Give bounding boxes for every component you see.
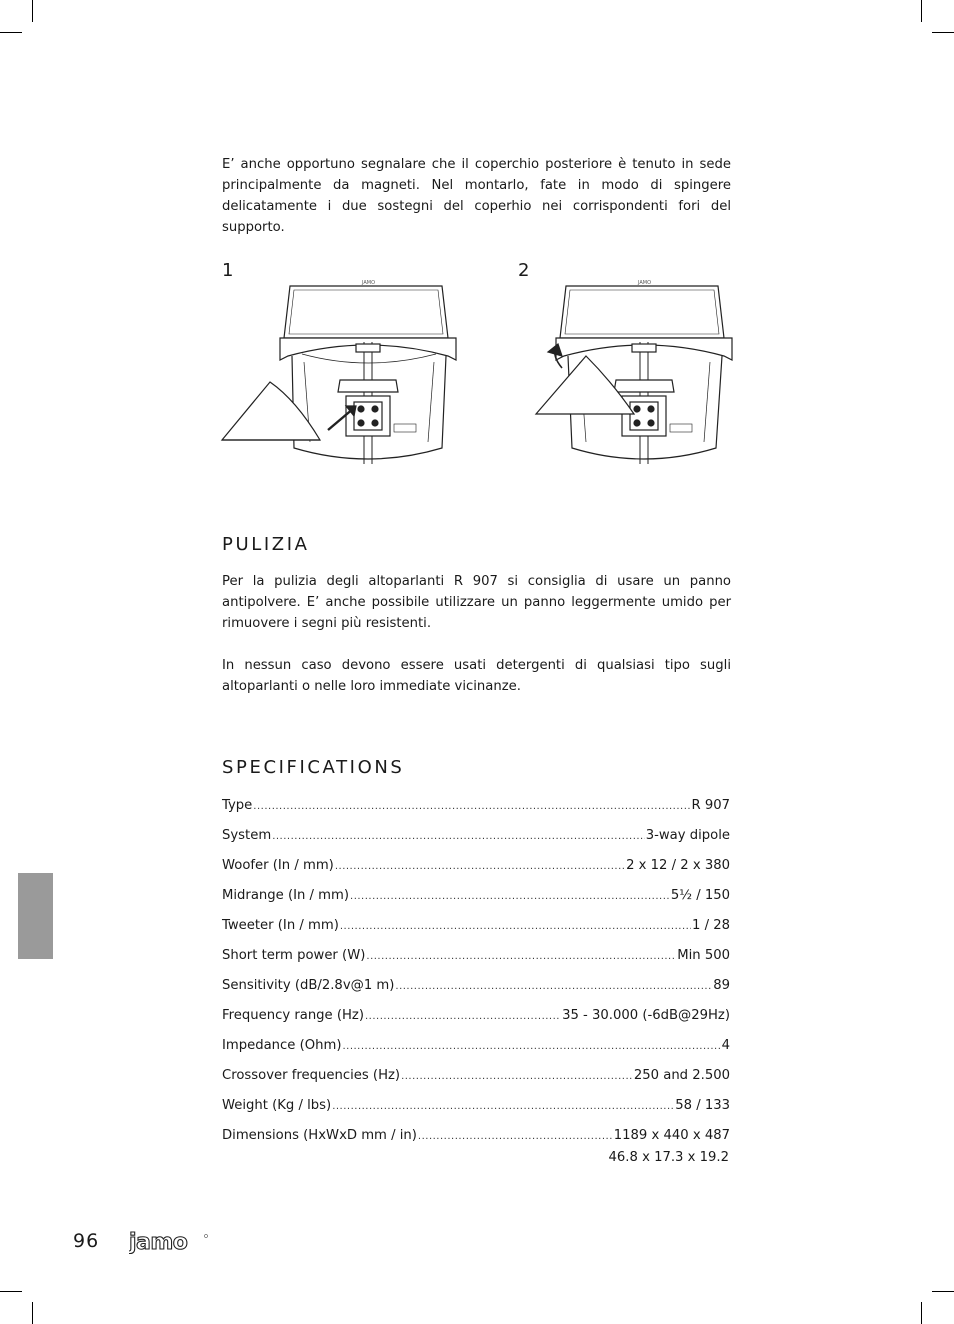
intro-paragraph: E’ anche opportuno segnalare che il coperchio posteriore è tenuto in sede principalmente da magneti. Nel montarlo, fate in modo di spingere delicatamente i due sostegni del coperhio nei corrispondenti fori del supporto.: [222, 157, 731, 235]
spec-row-midrange: [222, 888, 730, 908]
spec-row-system: [222, 828, 730, 848]
spec-value: 1189 x 440 x 487: [613, 1128, 730, 1143]
spec-row-tweeter: [222, 918, 730, 938]
spec-leader: [350, 891, 670, 902]
figure-2-number: 2: [518, 260, 530, 281]
crop-mark: [32, 1302, 33, 1324]
spec-value: 4: [721, 1038, 730, 1053]
spec-value: 35 - 30.000 (-6dB@29Hz): [562, 1008, 730, 1023]
spec-label: Sensitivity (dB/2.8v@1 m): [222, 978, 395, 993]
chapter-tab: [18, 873, 53, 959]
spec-row-power: [222, 948, 730, 968]
specifications-heading: SPECIFICATIONS: [222, 757, 405, 778]
figure-2-logo: JAMO: [638, 280, 652, 286]
crop-mark: [932, 32, 954, 33]
spec-label: Type: [222, 798, 253, 813]
spec-leader: [395, 981, 712, 992]
spec-row-type: [222, 798, 730, 818]
pulizia-heading: PULIZIA: [222, 534, 310, 555]
spec-label: System: [222, 828, 272, 843]
spec-label: Dimensions (HxWxD mm / in): [222, 1128, 417, 1143]
spec-leader: [272, 831, 645, 842]
spec-row-sensitivity: [222, 978, 730, 998]
spec-value: 89: [713, 978, 730, 993]
spec-value: 1 / 28: [692, 918, 730, 933]
spec-leader: [253, 801, 690, 812]
crop-mark: [32, 0, 33, 22]
spec-value: 5½ / 150: [670, 888, 730, 903]
spec-row-impedance: [222, 1038, 730, 1058]
spec-leader: [335, 861, 625, 872]
spec-row-weight: [222, 1098, 730, 1118]
spec-leader: [366, 951, 676, 962]
spec-value: 250 and 2.500: [633, 1068, 730, 1083]
spec-leader: [418, 1131, 613, 1142]
spec-row-dimensions: [222, 1128, 730, 1148]
spec-leader: [401, 1071, 633, 1082]
spec-leader: [342, 1041, 720, 1052]
spec-value: R 907: [691, 798, 730, 813]
spec-label: Short term power (W): [222, 948, 366, 963]
spec-dimensions-inches: 46.8 x 17.3 x 19.2: [608, 1150, 729, 1165]
page-number: 96: [73, 1230, 100, 1252]
jamo-logo-text: jamo: [129, 1230, 188, 1255]
spec-value: 3-way dipole: [645, 828, 730, 843]
crop-mark: [0, 32, 22, 33]
speaker-figure-1: [220, 272, 465, 472]
spec-value: Min 500: [677, 948, 730, 963]
spec-value: 58 / 133: [675, 1098, 730, 1113]
pulizia-paragraph-2: In nessun caso devono essere usati detergenti di qualsiasi tipo sugli altoparlanti o nelle loro immediate vicinanze.: [222, 658, 731, 694]
speaker-figure-2: [534, 272, 739, 472]
crop-mark: [0, 1291, 22, 1292]
spec-label: Midrange (In / mm): [222, 888, 350, 903]
spec-label: Woofer (In / mm): [222, 858, 334, 873]
spec-label: Frequency range (Hz): [222, 1008, 364, 1023]
spec-leader: [332, 1101, 674, 1112]
spec-label: Tweeter (In / mm): [222, 918, 339, 933]
crop-mark: [921, 0, 922, 22]
spec-leader: [365, 1011, 561, 1022]
spec-value: 2 x 12 / 2 x 380: [626, 858, 730, 873]
pulizia-paragraph-1: Per la pulizia degli altoparlanti R 907 si consiglia di usare un panno antipolvere. E’ anche possibile utilizzare un panno leggermente umido per rimuovere i segni più resistenti.: [222, 574, 731, 631]
crop-mark: [932, 1291, 954, 1292]
crop-mark: [921, 1302, 922, 1324]
spec-row-crossover: [222, 1068, 730, 1088]
spec-leader: [340, 921, 691, 932]
figure-1-number: 1: [222, 260, 234, 281]
spec-label: Weight (Kg / lbs): [222, 1098, 332, 1113]
spec-row-frequency: [222, 1008, 730, 1028]
spec-label: Crossover frequencies (Hz): [222, 1068, 401, 1083]
spec-label: Impedance (Ohm): [222, 1038, 342, 1053]
figure-1-logo: JAMO: [362, 280, 376, 286]
jamo-logo: [129, 1229, 209, 1255]
spec-row-woofer: [222, 858, 730, 878]
